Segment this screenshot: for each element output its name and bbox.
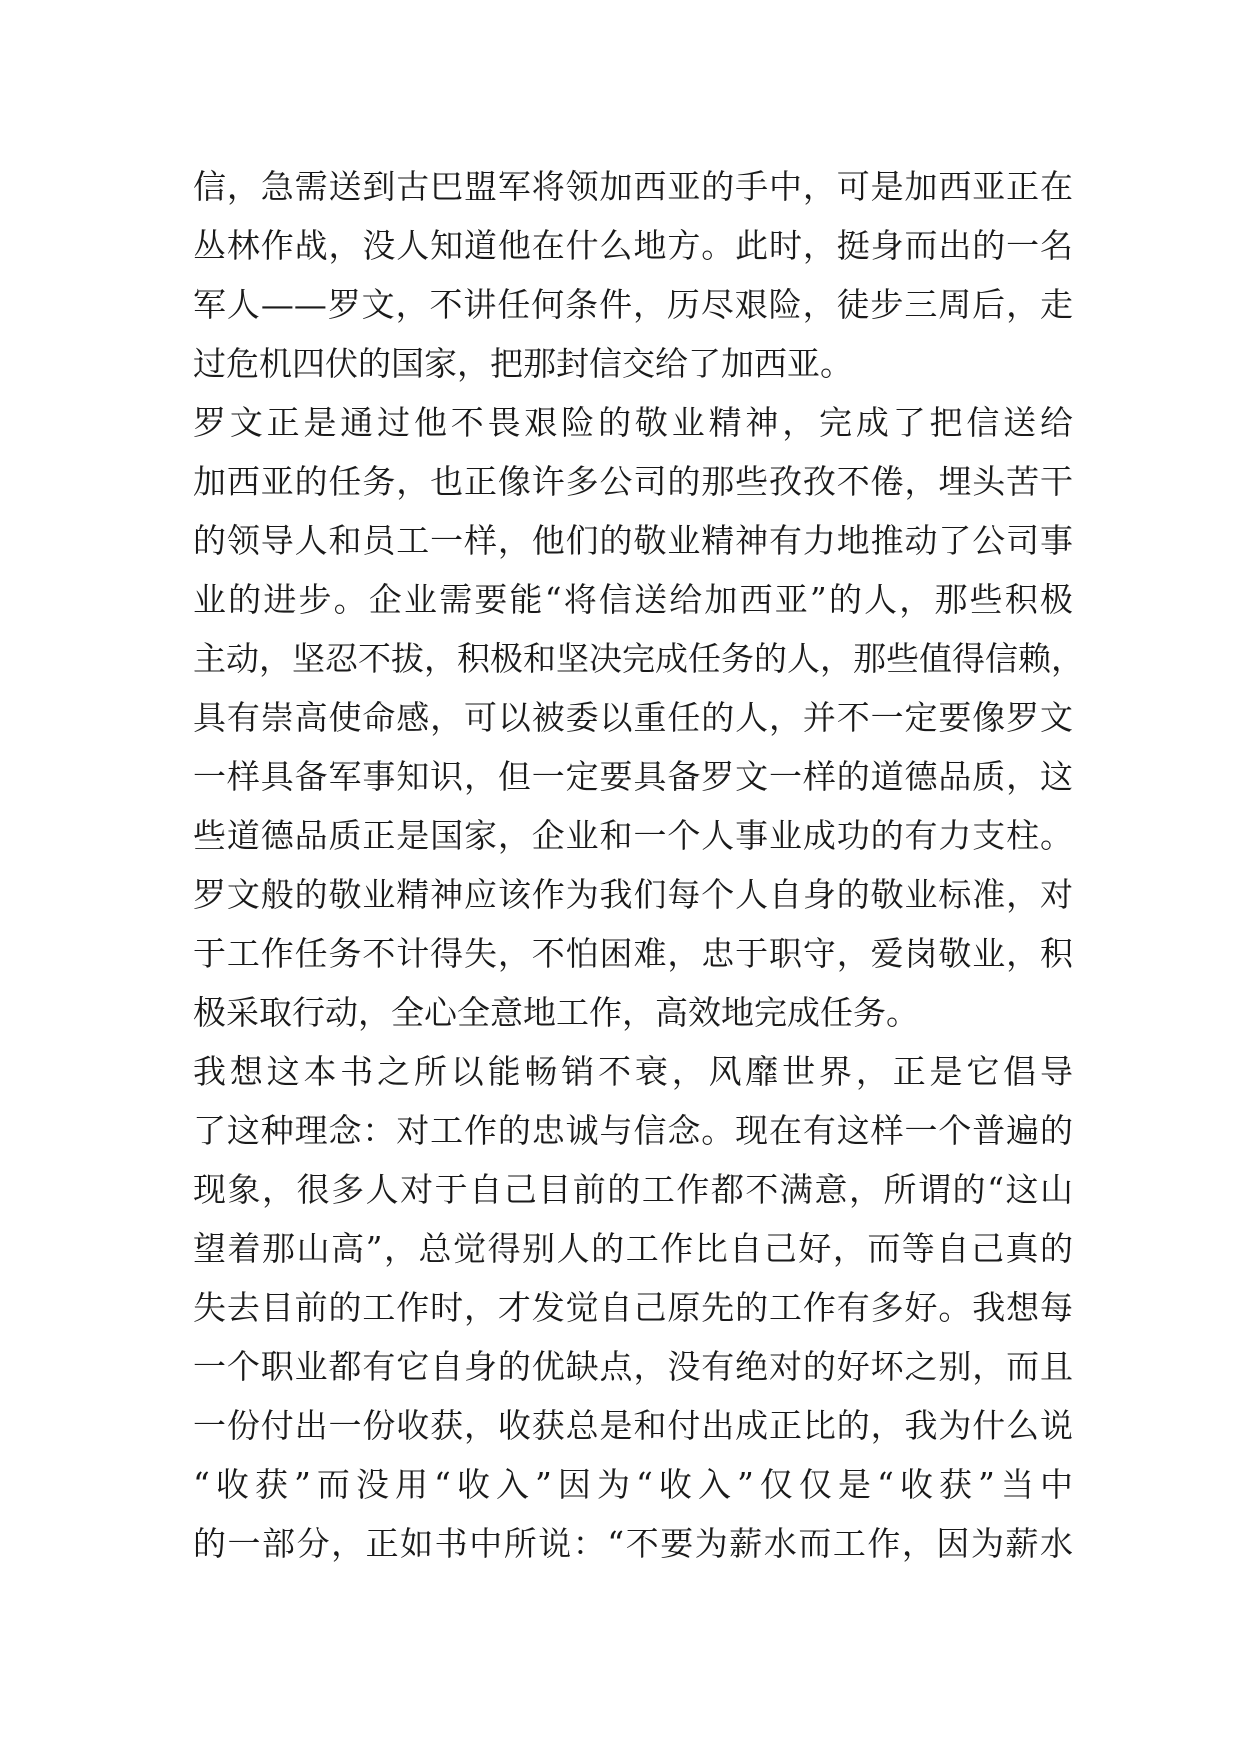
text-line: 极采取行动，全心全意地工作，高效地完成任务。	[193, 993, 919, 1032]
text-line: 一份付出一份收获，收获总是和付出成正比的，我为什么说	[193, 1406, 1073, 1445]
text-line: 了这种理念：对工作的忠诚与信念。现在有这样一个普遍的	[193, 1111, 1073, 1150]
text-line: 的一部分，正如书中所说：“不要为薪水而工作，因为薪水	[193, 1524, 1073, 1563]
text-line: 业的进步。企业需要能“将信送给加西亚”的人，那些积极	[193, 580, 1073, 619]
text-line: “收获”而没用“收入”因为“收入”仅仅是“收获”当中	[193, 1465, 1073, 1504]
text-line: 主动，坚忍不拔，积极和坚决完成任务的人，那些值得信赖，	[193, 639, 1084, 678]
text-line: 一个职业都有它自身的优缺点，没有绝对的好坏之别，而且	[193, 1347, 1073, 1386]
text-line: 信，急需送到古巴盟军将领加西亚的手中，可是加西亚正在	[193, 167, 1073, 206]
text-line: 罗文般的敬业精神应该作为我们每个人自身的敬业标准，对	[193, 875, 1073, 914]
text-line: 具有崇高使命感，可以被委以重任的人，并不一定要像罗文	[193, 698, 1073, 737]
text-line: 些道德品质正是国家，企业和一个人事业成功的有力支柱。	[193, 816, 1073, 855]
text-line: 军人——罗文，不讲任何条件，历尽艰险，徒步三周后，走	[193, 285, 1073, 324]
text-line: 现象，很多人对于自己目前的工作都不满意，所谓的“这山	[193, 1170, 1073, 1209]
text-line: 加西亚的任务，也正像许多公司的那些孜孜不倦，埋头苦干	[193, 462, 1073, 501]
text-line: 望着那山高”，总觉得别人的工作比自己好，而等自己真的	[193, 1229, 1073, 1268]
text-line: 失去目前的工作时，才发觉自己原先的工作有多好。我想每	[193, 1288, 1073, 1327]
text-line: 过危机四伏的国家，把那封信交给了加西亚。	[193, 344, 853, 383]
text-line: 丛林作战，没人知道他在什么地方。此时，挺身而出的一名	[193, 226, 1073, 265]
text-line: 一样具备军事知识，但一定要具备罗文一样的道德品质，这	[193, 757, 1073, 796]
document-body	[193, 157, 1084, 1573]
text-line: 的领导人和员工一样，他们的敬业精神有力地推动了公司事	[193, 521, 1073, 560]
text-line: 于工作任务不计得失，不怕困难，忠于职守，爱岗敬业，积	[193, 934, 1073, 973]
text-line: 罗文正是通过他不畏艰险的敬业精神，完成了把信送给	[193, 403, 1073, 442]
text-line: 我想这本书之所以能畅销不衰，风靡世界，正是它倡导	[193, 1052, 1073, 1091]
